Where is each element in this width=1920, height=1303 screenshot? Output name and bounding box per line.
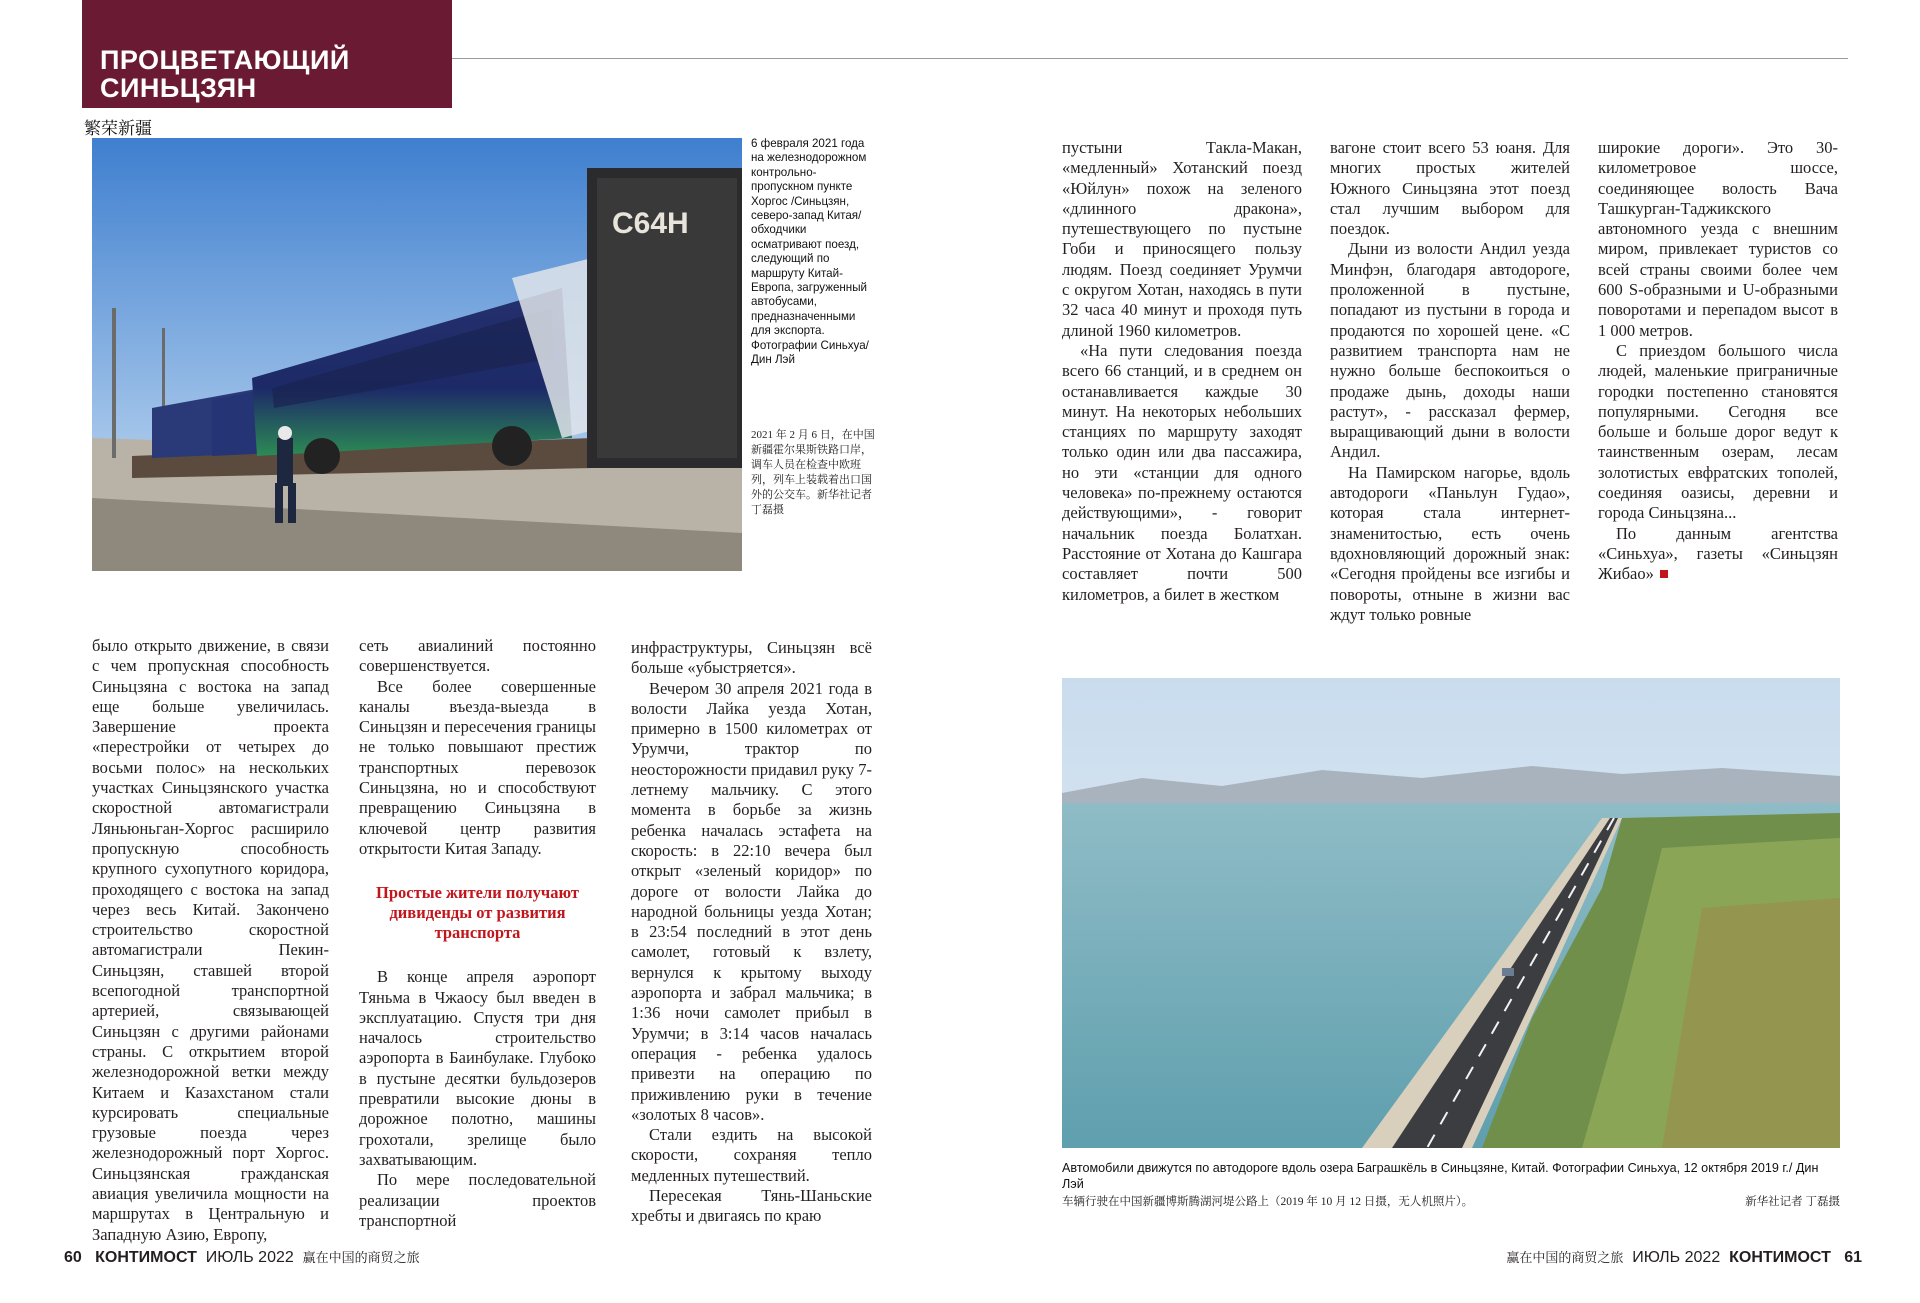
paragraph: По мере последовательной реализации проектов транспортной [359, 1170, 596, 1230]
end-of-article-mark [1660, 570, 1668, 578]
page-footer-right [1506, 1248, 1862, 1269]
paragraph: В конце апреля аэропорт Тяньма в Чжаосу был введен в эксплуатацию. Спустя три дня началось строительство аэропорта в Баинбулаке. Глубоко в пустыне десятки бульдозеров превратили высокие дюны в дорожное полотно, машины грохотали, зрелище было захватывающим. [359, 967, 596, 1169]
paragraph: вагоне стоит всего 53 юаня. Для многих простых жителей Южного Синьцзяна этот поезд стал лучшим выбором для поездок. [1330, 138, 1570, 239]
page-number: 60 [64, 1249, 82, 1266]
paragraph: С приездом большого числа людей, маленькие приграничные городки постепенно становятся популярными. Сегодня все больше и больше дорог ведут к таинственным озерам, лесам золотистых евфратских тополей, соединяя оазисы, деревни и города Синьцзяна... [1598, 340, 1838, 523]
page-footer-left [64, 1248, 420, 1269]
photo-caption-ru: 6 февраля 2021 года на железнодорожном контрольно-пропускном пункте Хоргос /Синьцзян, северо-запад Китая/ обходчики осматривают поезд, следующий по маршруту Китай-Европа, загруженный автобусами, предназначенными для экспорта. Фотографии Синьхуа/ Дин Лэй [751, 137, 869, 367]
paragraph: Все более совершенные каналы въезда-выезда в Синьцзян и пересечения границы не только повышают престиж транспортных перевозок Синьцзяна, но и способствуют превращению Синьцзяна в ключевой центр развития открытости Китая Западу. [359, 676, 596, 858]
paragraph: Стали ездить на высокой скорости, сохраняя тепло медленных путешествий. [631, 1125, 872, 1185]
section-subtitle-cn: 繁荣新疆 [84, 119, 152, 138]
photo-train-buses [92, 138, 742, 571]
paragraph: широкие дороги». Это 30-километровое шоссе, соединяющее волость Вача Ташкурган-Таджикского автономного уезда с внешним миром, привлекает туристов со всей страны своими более чем 600 S-образными и U-образными поворотами и перепадом высот в 1 000 метров. [1598, 138, 1838, 340]
paragraph [1598, 524, 1838, 585]
paragraph: На Памирском нагорье, вдоль автодороги «Паньлун Гудао», которая стала интернет-знаменитостью, есть очень вдохновляющий дорожный знак: «Сегодня пройдены все изгибы и повороты, отныне в жизни вас ждут только ровные [1330, 462, 1570, 624]
paragraph: «На пути следования поезда всего 66 станций, и в среднем он останавливается каждые 30 минут. На некоторых небольших станциях по маршруту заходят только один или два пассажира, но эти «станции для одного человека» по-прежнему остаются действующими», - говорит начальник поезда Болатхан. Расстояние от Хотана до Кашгара составляет почти 500 километров, а билет в жестком [1062, 340, 1302, 604]
paragraph: сеть авиалиний постоянно совершенствуется. [359, 636, 596, 676]
issue-date: ИЮЛЬ 2022 [205, 1249, 294, 1266]
header-divider [452, 58, 1848, 59]
paragraph: инфраструктуры, Синьцзян всё больше «убыстряется». [631, 638, 872, 678]
photo-caption-cn: 车辆行驶在中国新疆博斯腾湖河堤公路上（2019 年 10 月 12 日摄，无人机照片）。 [1062, 1196, 1474, 1208]
slogan-cn: 赢在中国的商贸之旅 [302, 1251, 420, 1266]
magazine-name: КОНТИМОСТ [95, 1249, 197, 1266]
photo-caption-ru: Автомобили движутся по автодороге вдоль озера Баграшкёль в Синьцзяне, Китай. Фотографии Синьхуа, 12 октября 2019 г./ Дин Лэй [1062, 1161, 1819, 1191]
section-title-line1: ПРОЦВЕТАЮЩИЙ [100, 45, 350, 75]
article-column-3 [631, 638, 872, 1227]
article-column-2 [359, 636, 596, 1231]
photo-caption-cn: 2021 年 2 月 6 日，在中国新疆霍尔果斯铁路口岸，调车人员在检查中欧班列，列车上装载着出口国外的公交车。新华社记者丁磊摄 [751, 429, 875, 516]
section-title [100, 46, 440, 102]
article-column-5 [1330, 138, 1570, 625]
paragraph: Вечером 30 апреля 2021 года в волости Лайка уезда Хотан, примерно в 1500 километрах от Урумчи, трактор по неосторожности придавил руку 7-летнему мальчику. С этого момента в борьбе за жизнь ребенка началась эстафета на скорость: в 22:10 вечера был открыт «зеленый коридор» по дороге от волости Лайка до народной больницы уезда Хотан; в 23:54 последний в этот день самолет, готовый к взлету, вернулся к крытому выходу аэропорта и забрал мальчика; в 1:36 ночи самолет прибыл в Урумчи; в 3:14 часов началась операция - ребенка удалось привезти на операцию по приживлению руки в течение «золотых 8 часов». [631, 678, 872, 1124]
wagon-number-text: C64H [612, 207, 689, 240]
section-title-line2: СИНЬЦЗЯН [100, 73, 257, 103]
paragraph: Пересекая Тянь-Шаньские хребты и двигаясь по краю [631, 1186, 872, 1226]
issue-date: ИЮЛЬ 2022 [1632, 1249, 1721, 1266]
magazine-name: КОНТИМОСТ [1729, 1249, 1831, 1266]
page-number: 61 [1844, 1249, 1862, 1266]
slogan-cn: 赢在中国的商贸之旅 [1506, 1251, 1624, 1266]
paragraph: пустыни Такла-Макан, «медленный» Хотанский поезд «Юйлун» похож на зеленого «длинного дракона», путешествующего по пустыне Гоби и приносящего пользу людям. Поезд соединяет Урумчи с округом Хотан, находясь в пути 32 часа 40 минут и проходя путь длиной 1960 километров. [1062, 138, 1302, 340]
paragraph: было открыто движение, в связи с чем пропускная способность Синьцзяна с востока на запад еще больше увеличилась. Завершение проекта «перестройки от четырех до восьми полос» на нескольких участках Синьцзянского участка скоростной автомагистрали Ляньюньган-Хоргос расширило пропускную способность крупного сухопутного коридора, проходящего с востока на запад через весь Китай. Закончено строительство скоростной автомагистрали Пекин-Синьцзян, ставшей второй всепогодной транспортной артерией, связывающей Синьцзян с другими районами страны. С открытием второй железнодорожной ветки между Китаем и Казахстаном стали курсировать специальные грузовые поезда через железнодорожный порт Хоргос. Синьцзянская гражданская авиация увеличила мощности на маршрутах в Центральную и Западную Азию, Европу, [92, 636, 329, 1244]
photo-train-illustration [92, 138, 742, 571]
photo-lake-road [1062, 678, 1840, 1148]
article-column-6 [1598, 138, 1838, 585]
paragraph: Дыни из волости Андил уезда Минфэн, благодаря автодороге, проложенной в пустыне, попадают из пустыни в города и продаются по хорошей цене. «С развитием транспорта нам не нужно больше беспокоиться о продаже дынь, доходы наши растут», - рассказал фермер, выращивающий дыни в волости Андил. [1330, 239, 1570, 462]
photo-lake-illustration [1062, 678, 1840, 1148]
article-column-1 [92, 636, 329, 1245]
source-credit: По данным агентства «Синьхуа», газеты «Синьцзян Жибао» [1598, 523, 1838, 584]
section-subheading: Простые жители получают дивиденды от развития транспорта [376, 883, 579, 943]
photo-credit-cn: 新华社记者 丁磊摄 [1745, 1196, 1840, 1208]
article-column-4 [1062, 138, 1302, 605]
